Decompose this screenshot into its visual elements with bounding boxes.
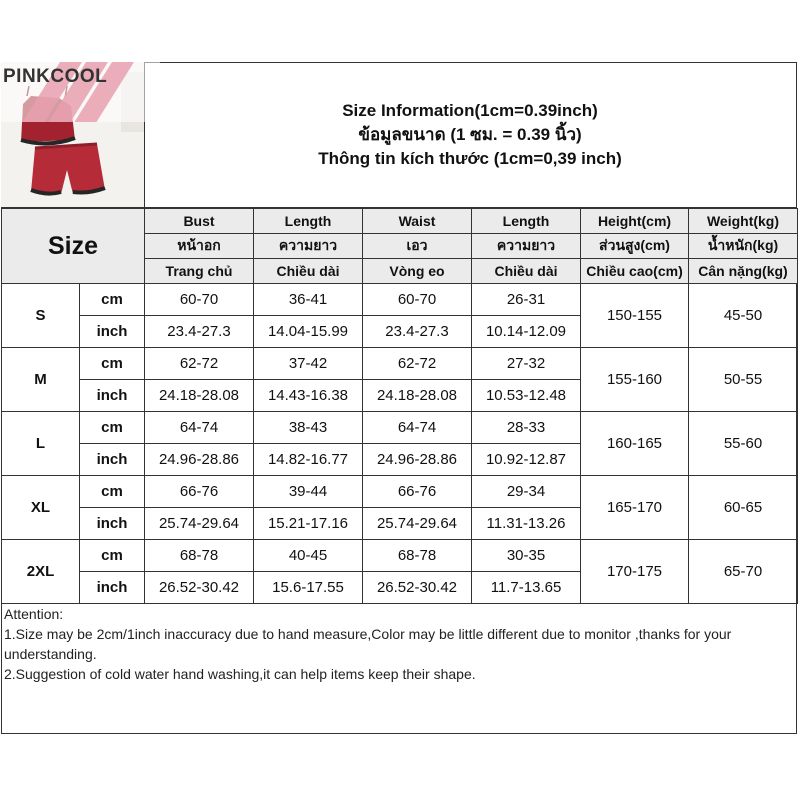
- measurement-cell: 30-35: [472, 540, 581, 572]
- size-information-title: [145, 62, 795, 207]
- attention-note-2: 2.Suggestion of cold water hand washing,it can help items keep their shape.: [4, 666, 476, 682]
- measurement-cell: 25.74-29.64: [363, 508, 472, 540]
- measurement-cell: 26.52-30.42: [145, 572, 254, 604]
- column-header-en: Height(cm): [581, 209, 689, 234]
- measurement-cell: 10.92-12.87: [472, 444, 581, 476]
- measurement-cell: 23.4-27.3: [145, 316, 254, 348]
- weight-cell: 65-70: [689, 540, 798, 604]
- column-header-vi: Cân nặng(kg): [689, 259, 798, 284]
- height-cell: 160-165: [581, 412, 689, 476]
- table-row: [2, 412, 798, 444]
- size-name-cell: XL: [2, 476, 80, 540]
- size-name-cell: L: [2, 412, 80, 476]
- column-header-th: หน้าอก: [145, 234, 254, 259]
- measurement-cell: 11.7-13.65: [472, 572, 581, 604]
- unit-cell: cm: [80, 284, 145, 316]
- measurement-cell: 38-43: [254, 412, 363, 444]
- measurement-cell: 15.21-17.16: [254, 508, 363, 540]
- measurement-cell: 36-41: [254, 284, 363, 316]
- title-thai: ข้อมูลขนาด (1 ซม. = 0.39 นิ้ว): [358, 124, 582, 144]
- measurement-cell: 66-76: [363, 476, 472, 508]
- measurement-cell: 14.04-15.99: [254, 316, 363, 348]
- measurement-cell: 39-44: [254, 476, 363, 508]
- measurement-cell: 64-74: [145, 412, 254, 444]
- table-row: [2, 348, 798, 380]
- title-vietnamese: Thông tin kích thước (1cm=0,39 inch): [318, 148, 622, 168]
- unit-cell: inch: [80, 444, 145, 476]
- measurement-cell: 26.52-30.42: [363, 572, 472, 604]
- weight-cell: 60-65: [689, 476, 798, 540]
- table-row: [2, 476, 798, 508]
- measurement-cell: 25.74-29.64: [145, 508, 254, 540]
- column-header-th: ความยาว: [254, 234, 363, 259]
- measurement-cell: 27-32: [472, 348, 581, 380]
- weight-cell: 45-50: [689, 284, 798, 348]
- size-name-cell: S: [2, 284, 80, 348]
- unit-cell: inch: [80, 380, 145, 412]
- weight-cell: 50-55: [689, 348, 798, 412]
- column-header-th: น้ำหนัก(kg): [689, 234, 798, 259]
- column-header-en: Length: [254, 209, 363, 234]
- measurement-cell: 60-70: [145, 284, 254, 316]
- height-cell: 170-175: [581, 540, 689, 604]
- measurement-cell: 40-45: [254, 540, 363, 572]
- measurement-cell: 60-70: [363, 284, 472, 316]
- measurement-cell: 23.4-27.3: [363, 316, 472, 348]
- size-column-label: Size: [2, 209, 145, 284]
- measurement-cell: 24.18-28.08: [363, 380, 472, 412]
- column-header-th: ส่วนสูง(cm): [581, 234, 689, 259]
- column-header-vi: Chiều dài: [472, 259, 581, 284]
- measurement-cell: 62-72: [145, 348, 254, 380]
- table-row: [2, 284, 798, 316]
- measurement-cell: 66-76: [145, 476, 254, 508]
- measurement-cell: 62-72: [363, 348, 472, 380]
- column-header-en: Weight(kg): [689, 209, 798, 234]
- table-row: [2, 540, 798, 572]
- attention-notes: [4, 604, 796, 684]
- height-cell: 150-155: [581, 284, 689, 348]
- column-header-th: ความยาว: [472, 234, 581, 259]
- measurement-cell: 11.31-13.26: [472, 508, 581, 540]
- measurement-cell: 24.96-28.86: [363, 444, 472, 476]
- column-header-en: Bust: [145, 209, 254, 234]
- header-row-en: [2, 209, 798, 234]
- measurement-cell: 68-78: [363, 540, 472, 572]
- unit-cell: cm: [80, 412, 145, 444]
- brand-logo-text: PINKCOOL: [3, 66, 108, 87]
- measurement-cell: 14.82-16.77: [254, 444, 363, 476]
- size-table: [1, 208, 798, 604]
- measurement-cell: 37-42: [254, 348, 363, 380]
- measurement-cell: 14.43-16.38: [254, 380, 363, 412]
- measurement-cell: 15.6-17.55: [254, 572, 363, 604]
- measurement-cell: 28-33: [472, 412, 581, 444]
- size-name-cell: 2XL: [2, 540, 80, 604]
- column-header-vi: Trang chủ: [145, 259, 254, 284]
- unit-cell: inch: [80, 316, 145, 348]
- unit-cell: inch: [80, 572, 145, 604]
- measurement-cell: 10.14-12.09: [472, 316, 581, 348]
- column-header-th: เอว: [363, 234, 472, 259]
- column-header-vi: Chiều dài: [254, 259, 363, 284]
- column-header-en: Length: [472, 209, 581, 234]
- weight-cell: 55-60: [689, 412, 798, 476]
- attention-note-1: 1.Size may be 2cm/1inch inaccuracy due to hand measure,Color may be little different due to monitor ,thanks for your understanding.: [4, 626, 732, 662]
- measurement-cell: 24.18-28.08: [145, 380, 254, 412]
- column-header-en: Waist: [363, 209, 472, 234]
- measurement-cell: 64-74: [363, 412, 472, 444]
- column-header-vi: Chiều cao(cm): [581, 259, 689, 284]
- measurement-cell: 68-78: [145, 540, 254, 572]
- column-header-vi: Vòng eo: [363, 259, 472, 284]
- unit-cell: cm: [80, 476, 145, 508]
- measurement-cell: 10.53-12.48: [472, 380, 581, 412]
- measurement-cell: 24.96-28.86: [145, 444, 254, 476]
- size-name-cell: M: [2, 348, 80, 412]
- unit-cell: inch: [80, 508, 145, 540]
- unit-cell: cm: [80, 348, 145, 380]
- attention-heading: Attention:: [4, 606, 64, 622]
- measurement-cell: 26-31: [472, 284, 581, 316]
- title-english: Size Information(1cm=0.39inch): [342, 100, 598, 120]
- height-cell: 165-170: [581, 476, 689, 540]
- measurement-cell: 29-34: [472, 476, 581, 508]
- height-cell: 155-160: [581, 348, 689, 412]
- unit-cell: cm: [80, 540, 145, 572]
